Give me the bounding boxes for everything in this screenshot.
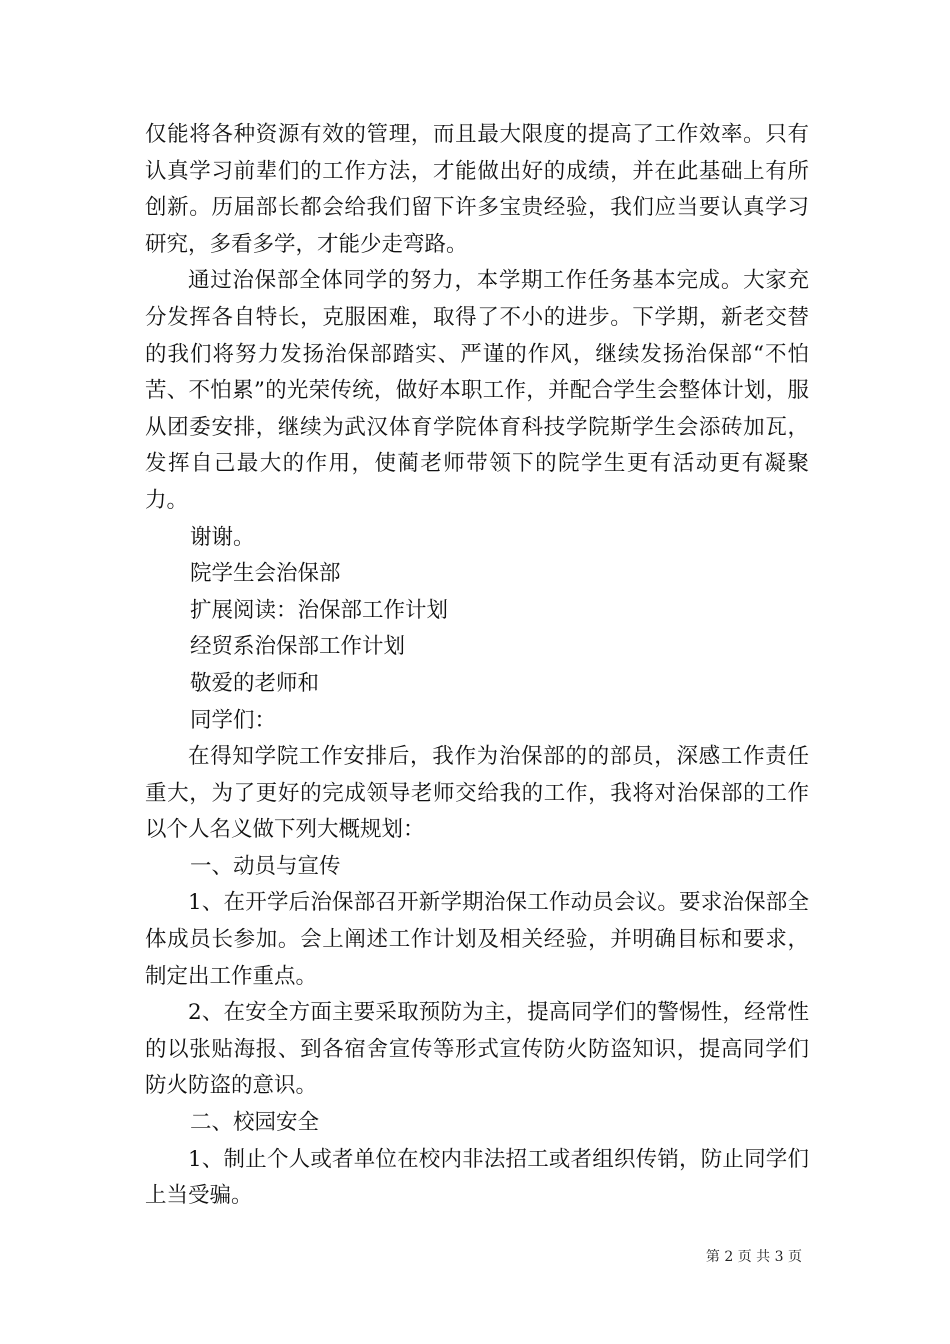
signature-department: 院学生会治保部 xyxy=(190,561,341,587)
salutation-line-2: 同学们： xyxy=(190,707,277,733)
document-body xyxy=(145,117,809,1215)
section-title: 经贸系治保部工作计划 xyxy=(190,634,406,660)
paragraph-item-1: 1、在开学后治保部召开新学期治保工作动员会议。要求治保部全体成员长参加。会上阐述工作计划及相关经验，并明确目标和要求，制定出工作重点。 xyxy=(145,890,809,989)
heading-mobilization: 一、动员与宣传 xyxy=(190,853,341,879)
heading-campus-safety: 二、校园安全 xyxy=(190,1110,320,1136)
paragraph-safety-item-1: 1、制止个人或者单位在校内非法招工或者组织传销，防止同学们上当受骗。 xyxy=(145,1146,809,1209)
paragraph-summary: 通过治保部全体同学的努力，本学期工作任务基本完成。大家充分发挥各自特长，克服困难，取得了不小的进步。下学期，新老交替的我们将努力发扬治保部踏实、严谨的作风，继续发扬治保部“不怕苦、不怕累”的光荣传统，做好本职工作，并配合学生会整体计划，服从团委安排，继续为武汉体育学院体育科技学院斯学生会添砖加瓦，发挥自己最大的作用，使蔺老师带领下的院学生更有活动更有凝聚力。 xyxy=(145,268,809,513)
extended-reading-heading: 扩展阅读：治保部工作计划 xyxy=(190,597,449,623)
paragraph-continuation: 仅能将各种资源有效的管理，而且最大限度的提高了工作效率。只有认真学习前辈们的工作方法，才能做出好的成绩，并在此基础上有所创新。历届部长都会给我们留下许多宝贵经验，我们应当要认真学习研究，多看多学，才能少走弯路。 xyxy=(145,122,809,257)
page-number-footer: 第 2 页 共 3 页 xyxy=(705,1249,802,1265)
closing-thanks: 谢谢。 xyxy=(190,524,255,550)
salutation-line-1: 敬爱的老师和 xyxy=(190,670,320,696)
paragraph-item-2: 2、在安全方面主要采取预防为主，提高同学们的警惕性，经常性的以张贴海报、到各宿舍宣传等形式宣传防火防盗知识，提高同学们防火防盗的意识。 xyxy=(145,1000,809,1099)
paragraph-intro: 在得知学院工作安排后，我作为治保部的的部员，深感工作责任重大，为了更好的完成领导老师交给我的工作，我将对治保部的工作以个人名义做下列大概规划： xyxy=(145,744,809,843)
